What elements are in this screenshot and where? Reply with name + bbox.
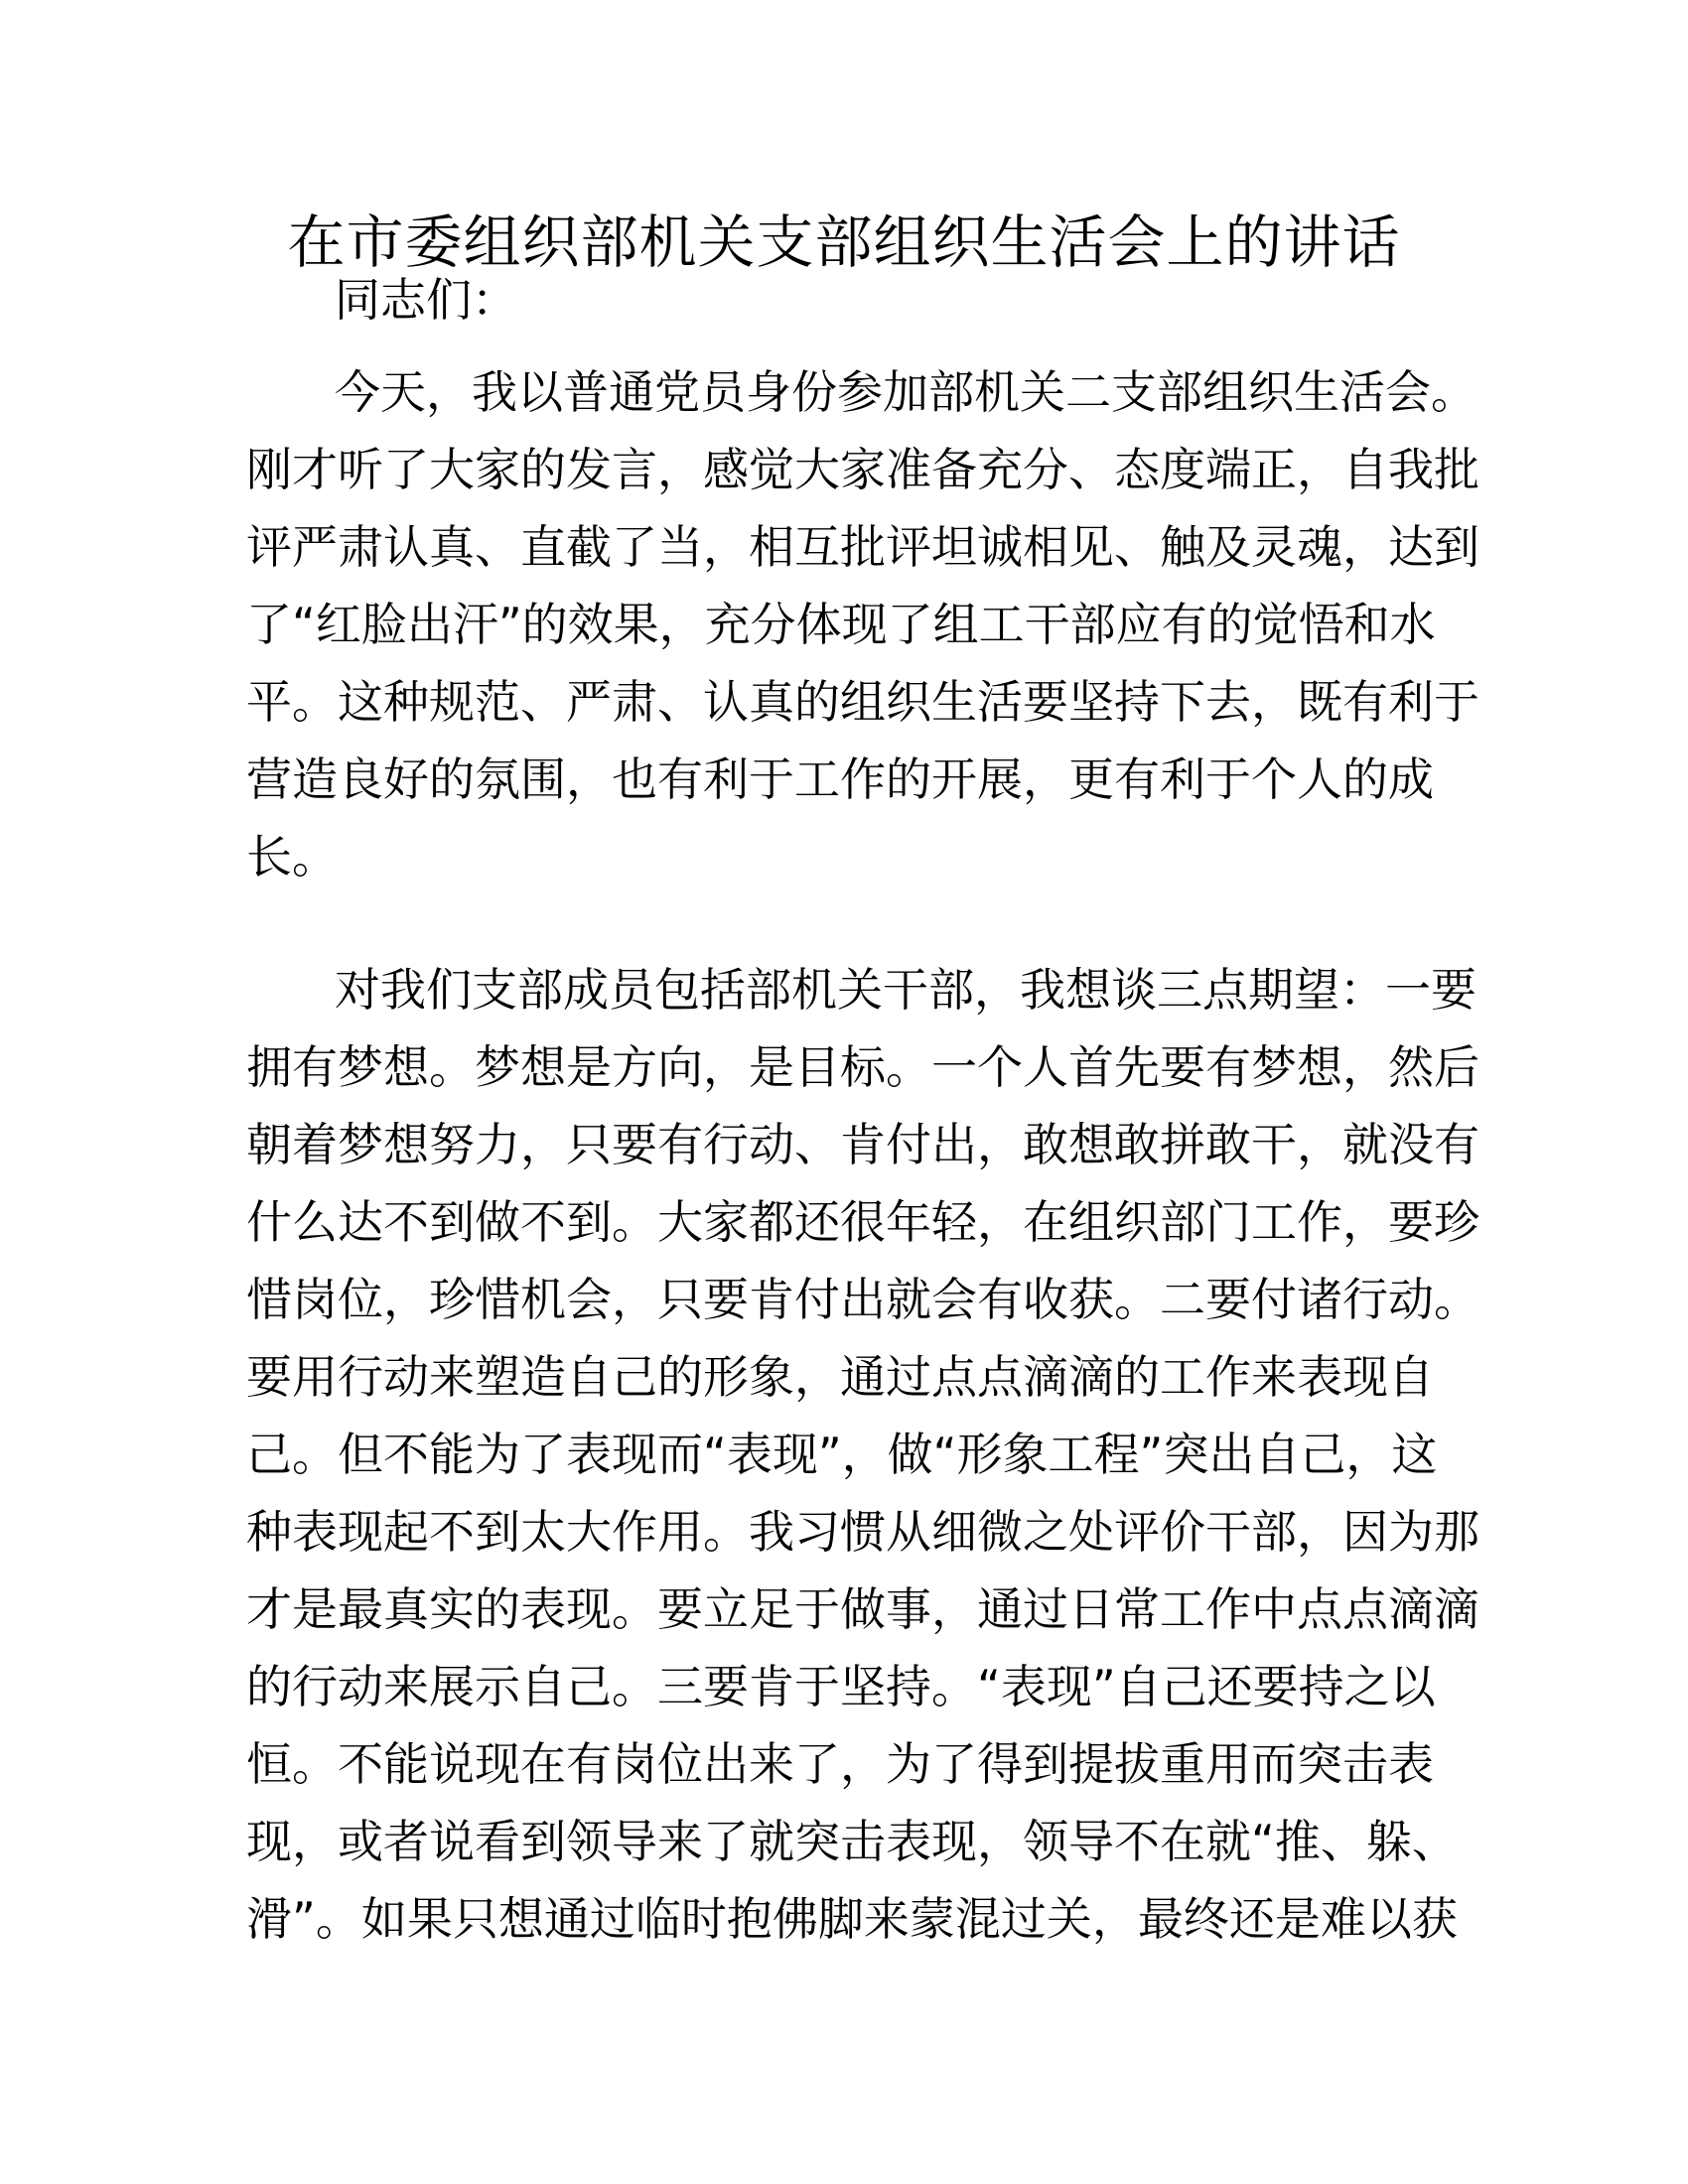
paragraph-line: 要用行动来塑造自己的形象，通过点点滴滴的工作来表现自 xyxy=(246,1350,1434,1404)
paragraph-line: 种表现起不到太大作用。我习惯从细微之处评价干部，因为那 xyxy=(246,1505,1479,1559)
paragraph-line: 什么达不到做不到。大家都还很年轻，在组织部门工作，要珍 xyxy=(246,1195,1479,1249)
paragraph-2 xyxy=(246,951,1479,1958)
paragraph-line: 才是最真实的表现。要立足于做事，通过日常工作中点点滴滴 xyxy=(246,1582,1479,1636)
paragraph-line: 恒。不能说现在有岗位出来了，为了得到提拔重用而突击表 xyxy=(246,1737,1434,1791)
paragraph-line: 滑”。如果只想通过临时抱佛脚来蒙混过关，最终还是难以获 xyxy=(246,1892,1458,1946)
paragraph-line: 了“红脸出汗”的效果，充分体现了组工干部应有的觉悟和水 xyxy=(246,598,1436,651)
paragraph-line: 己。但不能为了表现而“表现”，做“形象工程”突出自己，这 xyxy=(246,1428,1438,1481)
paragraph-line: 平。这种规范、严肃、认真的组织生活要坚持下去，既有利于 xyxy=(246,675,1479,729)
document-title: 在市委组织部机关支部组织生活会上的讲话 xyxy=(287,208,1401,276)
salutation: 同志们： xyxy=(335,273,517,327)
paragraph-line: 长。 xyxy=(246,830,338,884)
paragraph-line: 现，或者说看到领导来了就突击表现，领导不在就“推、躲、 xyxy=(246,1815,1458,1868)
paragraph-line: 今天，我以普通党员身份参加部机关二支部组织生活会。 xyxy=(335,365,1477,419)
paragraph-line: 朝着梦想努力，只要有行动、肯付出，敢想敢拼敢干，就没有 xyxy=(246,1118,1479,1171)
paragraph-line: 评严肃认真、直截了当，相互批评坦诚相见、触及灵魂，达到 xyxy=(246,520,1479,574)
paragraph-line: 营造良好的氛围，也有利于工作的开展，更有利于个人的成 xyxy=(246,752,1434,806)
paragraph-1 xyxy=(246,353,1479,895)
paragraph-line: 的行动来展示自己。三要肯于坚持。“表现”自己还要持之以 xyxy=(246,1660,1436,1713)
paragraph-line: 惜岗位，珍惜机会，只要肯付出就会有收获。二要付诸行动。 xyxy=(246,1273,1479,1326)
paragraph-line: 对我们支部成员包括部机关干部，我想谈三点期望：一要 xyxy=(335,963,1477,1017)
paragraph-line: 拥有梦想。梦想是方向，是目标。一个人首先要有梦想，然后 xyxy=(246,1040,1479,1094)
paragraph-line: 刚才听了大家的发言，感觉大家准备充分、态度端正，自我批 xyxy=(246,443,1479,496)
